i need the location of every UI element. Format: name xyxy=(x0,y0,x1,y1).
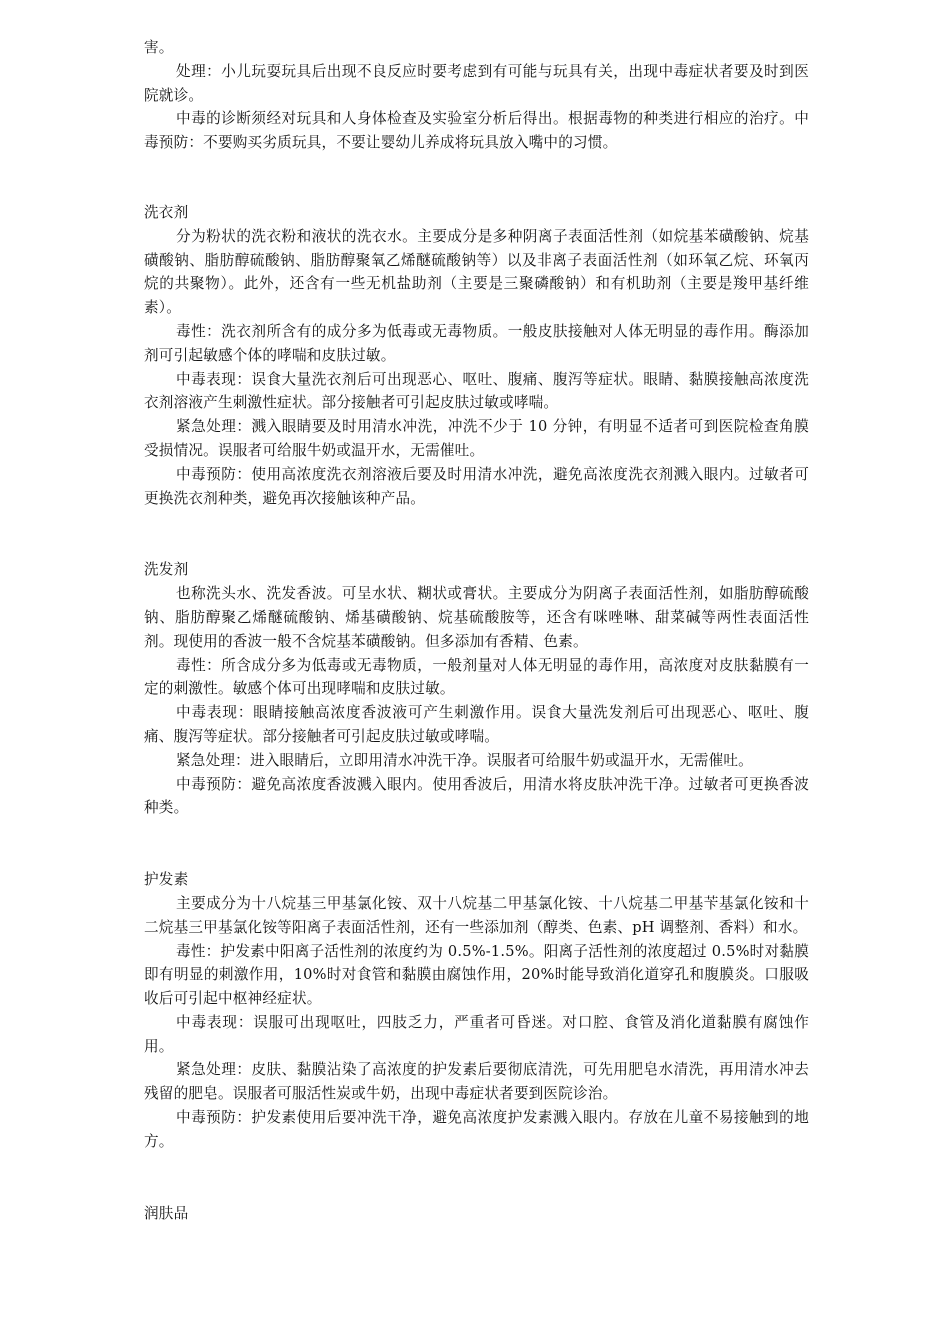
section-paragraph: 紧急处理：进入眼睛后，立即用清水冲洗干净。误服者可给服牛奶或温开水，无需催吐。 xyxy=(176,751,753,769)
section-shampoo xyxy=(144,558,809,820)
intro-fragment: 害。 xyxy=(144,39,174,56)
section-paragraph: 主要成分为十八烷基三甲基氯化铵、双十八烷基二甲基氯化铵、十八烷基二甲基苄基氯化铵和十二烷基三甲基氯化铵等阳离子表面活性剂，还有一些添加剂（醇类、色素、pH 调整剂、香料）和水。 xyxy=(144,894,809,936)
section-paragraph: 中毒预防：使用高浓度洗衣剂溶液后要及时用清水冲洗，避免高浓度洗衣剂溅入眼内。过敏者可更换洗衣剂种类，避免再次接触该种产品。 xyxy=(144,465,809,507)
section-paragraph: 毒性：所含成分多为低毒或无毒物质，一般剂量对人体无明显的毒作用，高浓度对皮肤黏膜有一定的刺激性。敏感个体可出现哮喘和皮肤过敏。 xyxy=(144,656,809,698)
section-detergent xyxy=(144,201,809,510)
section-paragraph: 毒性：洗衣剂所含有的成分多为低毒或无毒物质。一般皮肤接触对人体无明显的毒作用。酶添加剂可引起敏感个体的哮喘和皮肤过敏。 xyxy=(144,322,809,364)
section-title: 洗发剂 xyxy=(144,561,189,579)
section-paragraph: 中毒表现：眼睛接触高浓度香波液可产生刺激作用。误食大量洗发剂后可出现恶心、呕吐、腹痛、腹泻等症状。部分接触者可引起皮肤过敏或哮喘。 xyxy=(144,704,809,745)
section-paragraph: 紧急处理：皮肤、黏膜沾染了高浓度的护发素后要彻底清洗，可先用肥皂水清洗，再用清水冲去残留的肥皂。误服者可服活性炭或牛奶，出现中毒症状者要到医院诊治。 xyxy=(144,1061,809,1103)
section-paragraph: 分为粉状的洗衣粉和液状的洗衣水。主要成分是多种阴离子表面活性剂（如烷基苯磺酸钠、烷基磺酸钠、脂肪醇硫酸钠、脂肪醇聚氧乙烯醚硫酸钠等）以及非离子表面活性剂（如环氧乙烷、环氧丙烷的共聚物）。此外，还含有一些无机盐助剂（主要是三聚磷酸钠）和有机助剂（主要是羧甲基纤维素）。 xyxy=(144,227,809,317)
section-paragraph: 也称洗头水、洗发香波。可呈水状、糊状或膏状。主要成分为阴离子表面活性剂，如脂肪醇硫酸钠、脂肪醇聚乙烯醚硫酸钠、烯基磺酸钠、烷基硫酸胺等，还含有咪唑啉、甜菜碱等两性表面活性剂。现使用的香波一般不含烷基苯磺酸钠。但多添加有香精、色素。 xyxy=(144,585,809,650)
section-title: 洗衣剂 xyxy=(144,203,189,221)
section-paragraph: 中毒预防：避免高浓度香波溅入眼内。使用香波后，用清水将皮肤冲洗干净。过敏者可更换香波种类。 xyxy=(144,775,809,817)
section-title: 护发素 xyxy=(144,871,189,889)
section-moisturizer xyxy=(144,1202,809,1226)
section-paragraph: 中毒预防：护发素使用后要冲洗干净，避免高浓度护发素溅入眼内。存放在儿童不易接触到的地方。 xyxy=(144,1109,809,1150)
section-paragraph: 中毒表现：误食大量洗衣剂后可出现恶心、呕吐、腹痛、腹泻等症状。眼睛、黏膜接触高浓度洗衣剂溶液产生刺激性症状。部分接触者可引起皮肤过敏或哮喘。 xyxy=(144,370,809,412)
section-paragraph: 中毒表现：误服可出现呕吐，四肢乏力，严重者可昏迷。对口腔、食管及消化道黏膜有腐蚀作用。 xyxy=(144,1013,809,1055)
intro-treatment-paragraph: 处理：小儿玩耍玩具后出现不良反应时要考虑到有可能与玩具有关，出现中毒症状者要及时到医院就诊。 xyxy=(144,62,809,104)
document-page xyxy=(144,36,809,1225)
section-paragraph: 紧急处理：溅入眼睛要及时用清水冲洗，冲洗不少于 10 分钟，有明显不适者可到医院检查角膜受损情况。误服者可给服牛奶或温开水，无需催吐。 xyxy=(144,418,809,459)
section-title: 润肤品 xyxy=(144,1204,189,1222)
intro-diagnosis-paragraph: 中毒的诊断须经对玩具和人身体检查及实验室分析后得出。根据毒物的种类进行相应的治疗。中毒预防：不要购买劣质玩具，不要让婴幼儿养成将玩具放入嘴中的习惯。 xyxy=(144,110,809,152)
section-conditioner xyxy=(144,868,809,1154)
section-paragraph: 毒性：护发素中阳离子活性剂的浓度约为 0.5%-1.5%。阳离子活性剂的浓度超过 0.5%时对黏膜即有明显的刺激作用，10%时对食管和黏膜由腐蚀作用，20%时能导致消化道穿孔和腹膜炎。口服吸收后可引起中枢神经症状。 xyxy=(144,942,809,1008)
